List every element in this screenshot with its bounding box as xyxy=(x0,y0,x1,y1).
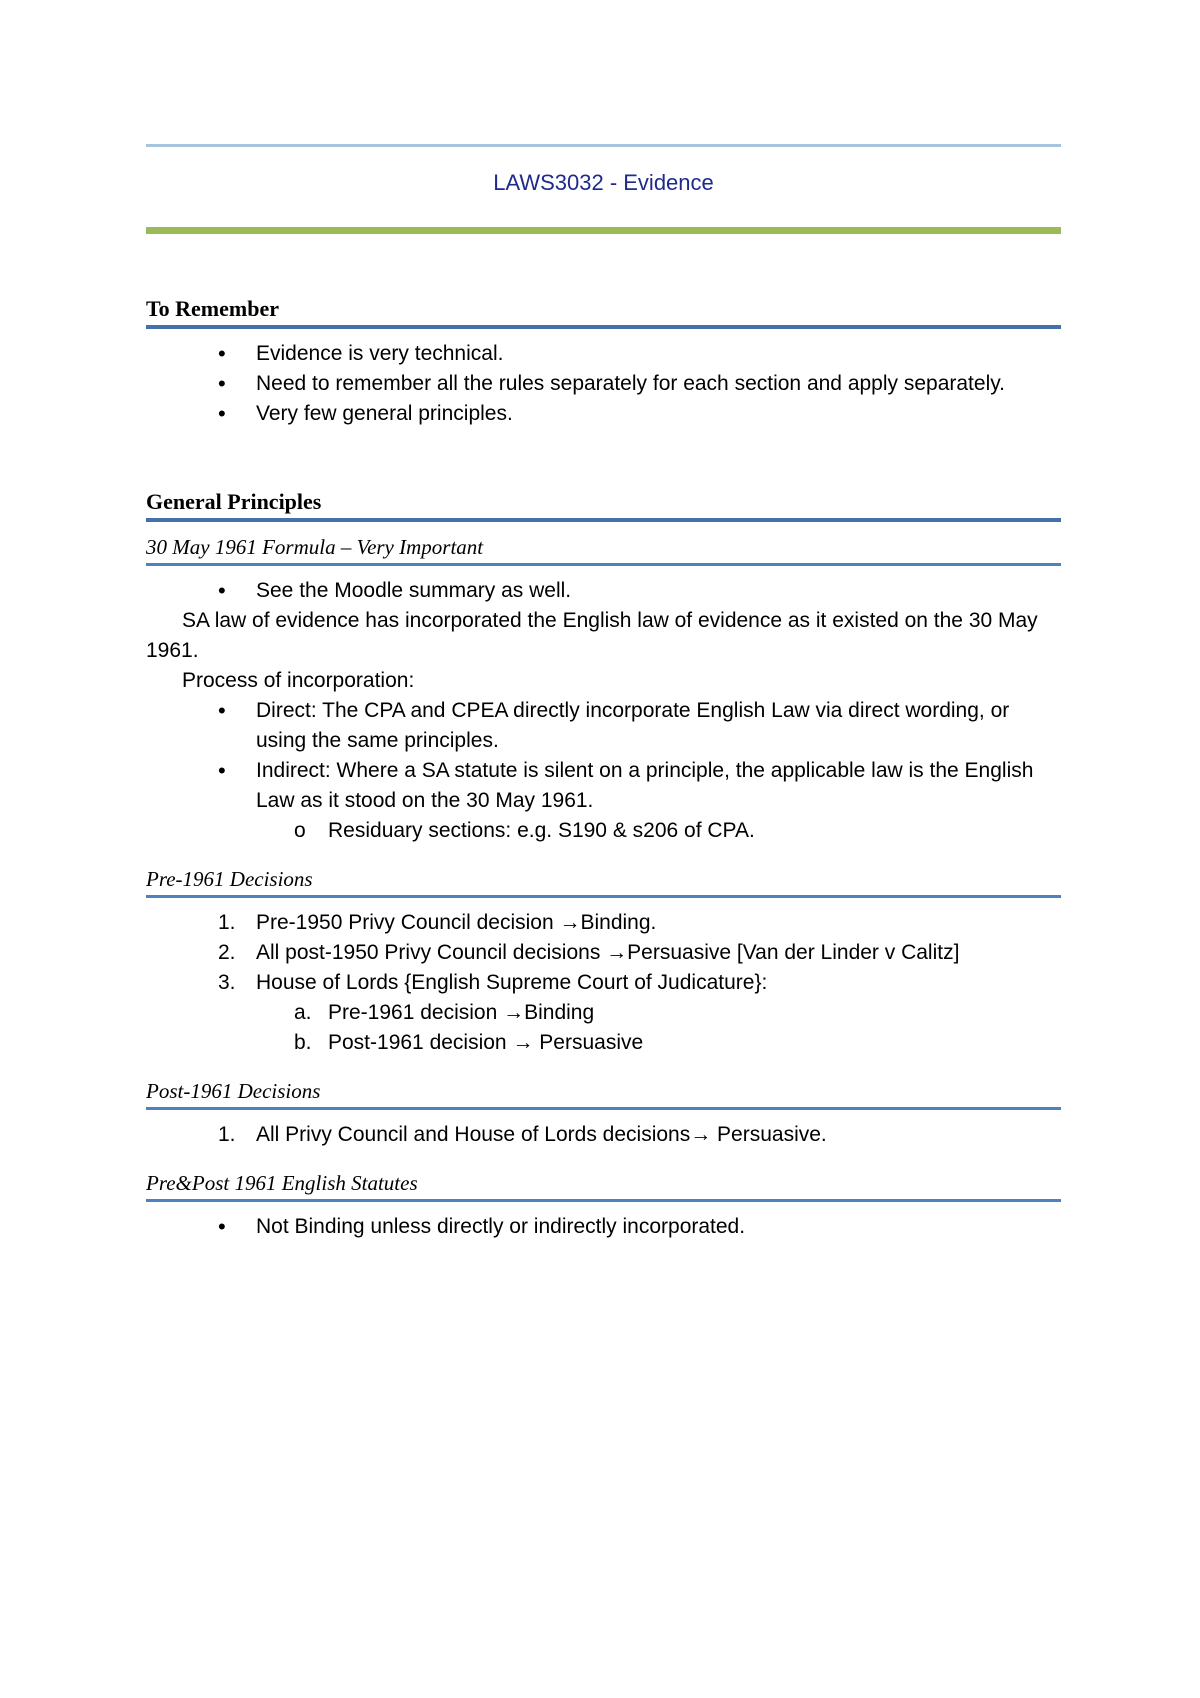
document-body xyxy=(146,294,1061,1242)
list-marker: 2. xyxy=(218,941,236,964)
list-item: • Direct: The CPA and CPEA directly incorporate English Law via direct wording, or using the same principles. xyxy=(146,696,1061,756)
incorporation-intro: Process of incorporation: xyxy=(182,669,415,692)
formula-paragraph: SA law of evidence has incorporated the English law of evidence as it existed on the 30 May 1961. xyxy=(146,609,1038,662)
pre-1961-list xyxy=(146,908,1061,998)
list-marker: a. xyxy=(294,1001,312,1024)
incorporation-list xyxy=(146,696,1061,816)
list-item: • Indirect: Where a SA statute is silent on a principle, the applicable law is the English Law as it stood on the 30 May 1961. xyxy=(146,756,1061,816)
list-item xyxy=(146,1120,1061,1150)
list-marker: 1. xyxy=(218,1123,236,1146)
list-item-text: All Privy Council and House of Lords decisions→ Persuasive. xyxy=(256,1123,827,1146)
list-item xyxy=(146,968,1061,998)
list-item xyxy=(146,998,1061,1028)
house-of-lords-sublist xyxy=(146,998,1061,1058)
post-1961-list xyxy=(146,1120,1061,1150)
list-item: • See the Moodle summary as well. xyxy=(146,576,1061,606)
heading-english-statutes: Pre&Post 1961 English Statutes xyxy=(146,1168,1061,1202)
list-item xyxy=(146,1028,1061,1058)
list-item: • Need to remember all the rules separately for each section and apply separately. xyxy=(146,369,1061,399)
to-remember-list xyxy=(146,339,1061,429)
list-marker: b. xyxy=(294,1031,312,1054)
header-accent-rule xyxy=(146,227,1061,234)
heading-pre-1961-decisions: Pre-1961 Decisions xyxy=(146,864,1061,898)
list-item-text: Pre-1961 decision →Binding xyxy=(328,1001,595,1024)
list-item-text: House of Lords {English Supreme Court of Judicature}: xyxy=(256,971,768,994)
heading-post-1961-decisions: Post-1961 Decisions xyxy=(146,1076,1061,1110)
list-item xyxy=(146,908,1061,938)
heading-1961-formula: 30 May 1961 Formula – Very Important xyxy=(146,532,1061,566)
statutes-list xyxy=(146,1212,1061,1242)
list-item: • Very few general principles. xyxy=(146,399,1061,429)
list-item xyxy=(146,938,1061,968)
list-item-text: All post-1950 Privy Council decisions →Persuasive [Van der Linder v Calitz] xyxy=(256,941,960,964)
heading-to-remember: To Remember xyxy=(146,294,1061,329)
list-item: • Not Binding unless directly or indirectly incorporated. xyxy=(146,1212,1061,1242)
heading-general-principles: General Principles xyxy=(146,487,1061,522)
formula-note-list xyxy=(146,576,1061,606)
list-item: • Evidence is very technical. xyxy=(146,339,1061,369)
list-item: o Residuary sections: e.g. S190 & s206 of CPA. xyxy=(146,816,1061,846)
list-item-text: Post-1961 decision → Persuasive xyxy=(328,1031,644,1054)
list-item-text: Pre-1950 Privy Council decision →Binding. xyxy=(256,911,657,934)
list-marker: 3. xyxy=(218,971,236,994)
list-marker: 1. xyxy=(218,911,236,934)
residuary-list xyxy=(146,816,1061,846)
document-title: LAWS3032 - Evidence xyxy=(493,170,714,195)
header-top-rule xyxy=(146,144,1061,147)
